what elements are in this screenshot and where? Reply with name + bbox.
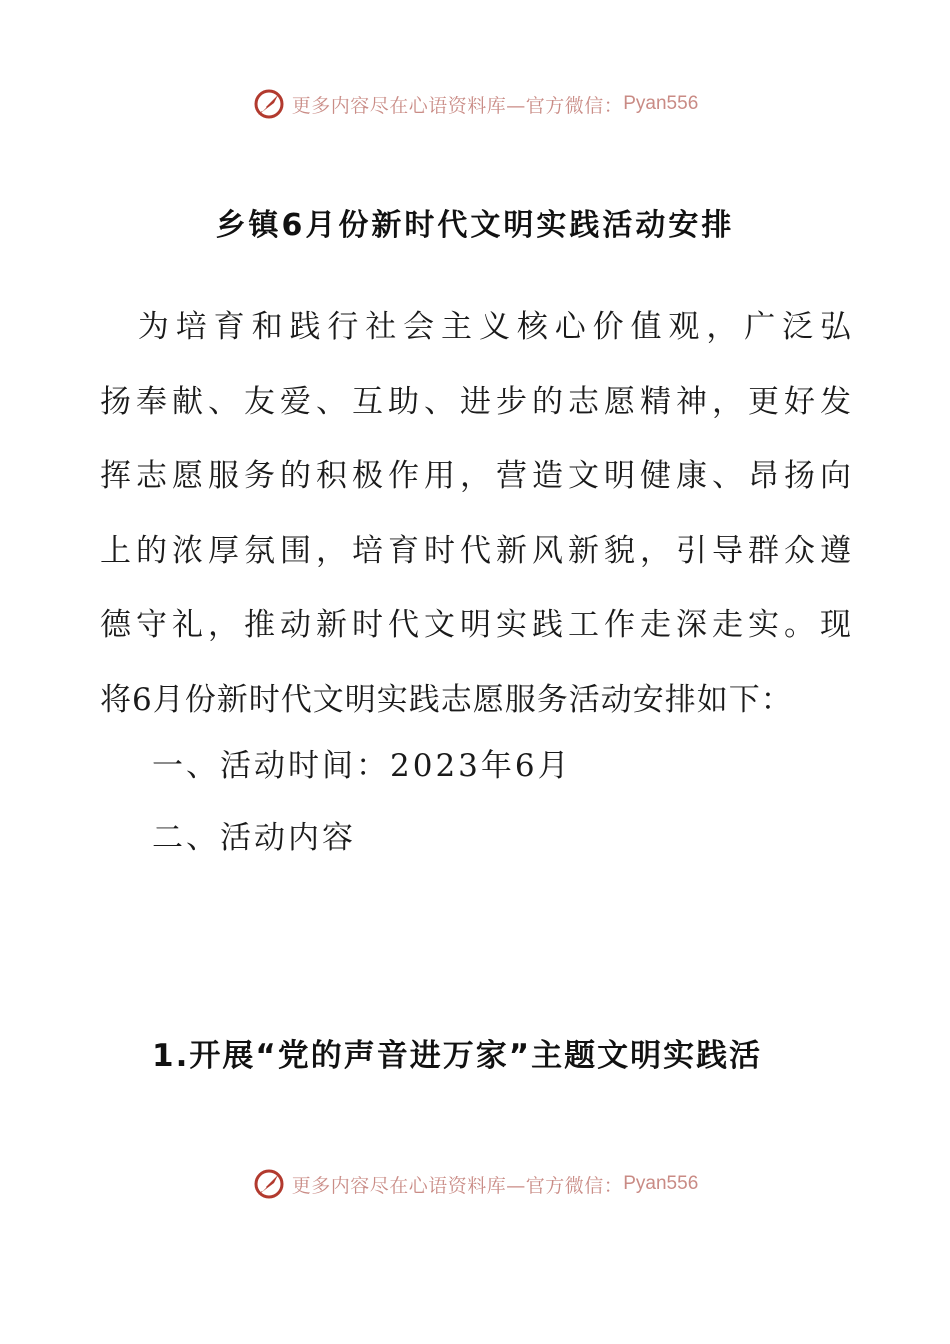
paragraph-line: 为培育和践行社会主义核心价值观，广泛弘 — [100, 309, 852, 345]
quill-circle-icon — [252, 87, 286, 121]
watermark-footer — [0, 1164, 950, 1204]
paragraph-line: 将6月份新时代文明实践志愿服务活动安排如下： — [100, 681, 793, 718]
watermark-text: 更多内容尽在心语资料库—官方微信： — [291, 1174, 624, 1197]
watermark-wechat-id: Pyan556 — [623, 93, 699, 114]
intro-paragraph — [100, 290, 852, 737]
paragraph-line: 扬奉献、友爱、互助、进步的志愿精神，更好发 — [100, 383, 852, 420]
section-activity-content: 二、活动内容 — [152, 820, 356, 856]
paragraph-line: 挥志愿服务的积极作用，营造文明健康、昂扬向 — [100, 458, 852, 494]
section-activity-time: 一、活动时间：2023年6月 — [152, 748, 572, 784]
paragraph-line: 德守礼，推动新时代文明实践工作走深走实。现 — [100, 607, 852, 643]
watermark-header — [0, 84, 950, 124]
quill-circle-icon — [252, 1167, 286, 1201]
watermark-wechat-id: Pyan556 — [623, 1173, 699, 1194]
watermark-text: 更多内容尽在心语资料库—官方微信： — [291, 94, 624, 117]
paragraph-line: 上的浓厚氛围，培育时代新风新貌，引导群众遵 — [100, 532, 852, 569]
subsection-heading: 1.开展“党的声音进万家”主题文明实践活 — [152, 1038, 763, 1074]
document-title: 乡镇6月份新时代文明实践活动安排 — [215, 208, 735, 243]
